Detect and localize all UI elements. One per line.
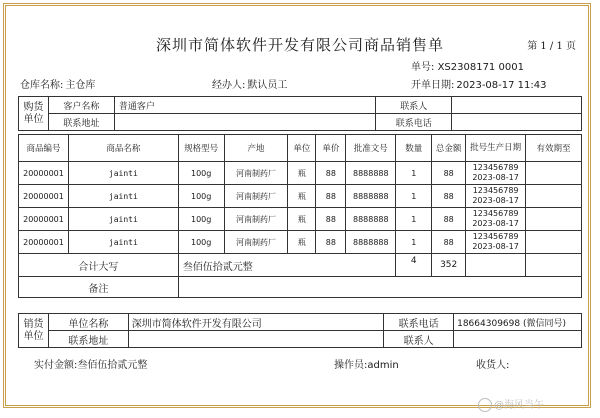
customer-name-value: 普通客户 — [114, 97, 376, 114]
order-number-value: XS2308171 0001 — [437, 62, 524, 73]
remark-value — [178, 277, 581, 298]
seller-address-label: 联系地址 — [48, 331, 128, 348]
warehouse-label: 仓库名称: — [20, 80, 64, 91]
document-title: 深圳市简体软件开发有限公司商品销售单 — [155, 36, 444, 54]
cell-name: jainti — [68, 185, 178, 208]
cell-batch — [466, 231, 526, 254]
mfg-date: 2023-08-17 — [472, 219, 519, 228]
date-info — [411, 76, 547, 91]
cell-name: jainti — [68, 231, 178, 254]
cell-approval: 8888888 — [346, 208, 396, 231]
buyer-address-label: 联系地址 — [48, 114, 114, 131]
cell-price: 88 — [316, 231, 346, 254]
order-number — [411, 58, 524, 73]
cell-origin: 河南制药厂 — [224, 162, 288, 185]
items-table — [18, 134, 582, 298]
handler-label: 经办人: — [212, 80, 246, 91]
batch-number: 123456789 — [472, 232, 519, 241]
seller-table — [18, 313, 582, 348]
paid-amount — [34, 356, 147, 371]
col-header-batch: 批号生产日期 — [466, 135, 526, 162]
cell-code: 20000001 — [19, 231, 69, 254]
watermark — [478, 396, 544, 412]
cell-expiry — [526, 185, 582, 208]
cell-spec: 100g — [178, 162, 224, 185]
buyer-phone-value — [452, 114, 582, 131]
cell-amount: 88 — [432, 231, 466, 254]
cell-spec: 100g — [178, 185, 224, 208]
cell-price: 88 — [316, 208, 346, 231]
total-row — [19, 254, 582, 277]
mfg-date: 2023-08-17 — [472, 173, 519, 182]
handler-info — [212, 76, 287, 91]
cell-batch — [466, 208, 526, 231]
seller-contact-label: 联系人 — [384, 331, 454, 348]
remark-row — [19, 277, 582, 298]
cell-unit: 瓶 — [288, 231, 316, 254]
warehouse-info — [20, 76, 95, 91]
seller-unit-label: 单位名称 — [48, 314, 128, 331]
cell-unit: 瓶 — [288, 185, 316, 208]
cell-expiry — [526, 231, 582, 254]
remark-label: 备注 — [19, 277, 179, 298]
seller-address-value — [128, 331, 383, 348]
cell-qty: 1 — [396, 185, 432, 208]
warehouse-value: 主仓库 — [65, 80, 96, 91]
cell-approval: 8888888 — [346, 185, 396, 208]
table-row — [19, 162, 582, 185]
buyer-address-value — [114, 114, 376, 131]
cell-qty: 1 — [396, 231, 432, 254]
batch-number: 123456789 — [472, 186, 519, 195]
table-row — [19, 185, 582, 208]
seller-phone-value: 18664309698 (微信同号) — [454, 314, 582, 331]
total-empty-2 — [526, 254, 582, 277]
seller-section-label: 销货单位 — [19, 314, 49, 348]
seller-phone-label: 联系电话 — [384, 314, 454, 331]
cell-spec: 100g — [178, 231, 224, 254]
cell-batch — [466, 185, 526, 208]
cell-amount: 88 — [432, 162, 466, 185]
cell-approval: 8888888 — [346, 162, 396, 185]
buyer-phone-label: 联系电话 — [376, 114, 452, 131]
cell-unit: 瓶 — [288, 162, 316, 185]
col-header-code: 商品编号 — [19, 135, 69, 162]
seller-unit-value: 深圳市简体软件开发有限公司 — [128, 314, 383, 331]
col-header-approval: 批准文号 — [346, 135, 396, 162]
seller-contact-value — [454, 331, 582, 348]
table-row — [19, 208, 582, 231]
cell-price: 88 — [316, 185, 346, 208]
cell-expiry — [526, 162, 582, 185]
cell-code: 20000001 — [19, 185, 69, 208]
order-number-label: 单号: — [411, 62, 435, 73]
page-number: 第 1 / 1 页 — [527, 41, 576, 52]
cell-amount: 88 — [432, 208, 466, 231]
col-header-expiry: 有效期至 — [526, 135, 582, 162]
operator-label: 操作员: — [334, 360, 368, 371]
cell-qty: 1 — [396, 208, 432, 231]
buyer-table — [18, 96, 582, 131]
col-header-origin: 产地 — [224, 135, 288, 162]
total-in-words: 叁佰伍拾贰元整 — [178, 254, 396, 277]
items-header-row — [19, 135, 582, 162]
paid-label: 实付金额: — [34, 360, 78, 371]
cell-qty: 1 — [396, 162, 432, 185]
col-header-price: 单价 — [316, 135, 346, 162]
cell-name: jainti — [68, 162, 178, 185]
cell-batch — [466, 162, 526, 185]
total-amount: 352 — [432, 254, 466, 277]
cell-price: 88 — [316, 162, 346, 185]
mfg-date: 2023-08-17 — [472, 196, 519, 205]
cell-origin: 河南制药厂 — [224, 208, 288, 231]
operator-value: admin — [367, 360, 399, 371]
total-empty-1 — [466, 254, 526, 277]
col-header-spec: 规格型号 — [178, 135, 224, 162]
col-header-unit: 单位 — [288, 135, 316, 162]
batch-number: 123456789 — [472, 163, 519, 172]
table-row — [19, 231, 582, 254]
cell-unit: 瓶 — [288, 208, 316, 231]
cell-name: jainti — [68, 208, 178, 231]
mfg-date: 2023-08-17 — [472, 242, 519, 251]
receiver-info — [476, 356, 509, 371]
operator-info — [334, 356, 399, 371]
cell-amount: 88 — [432, 185, 466, 208]
cell-expiry — [526, 208, 582, 231]
col-header-amount: 总金额 — [432, 135, 466, 162]
watermark-text: @海风当午 — [494, 400, 544, 411]
buyer-contact-value — [452, 97, 582, 114]
handler-value: 默认员工 — [247, 80, 288, 91]
buyer-contact-label: 联系人 — [376, 97, 452, 114]
date-label: 开单日期: — [411, 80, 455, 91]
batch-number: 123456789 — [472, 209, 519, 218]
date-value: 2023-08-17 11:43 — [456, 80, 547, 91]
col-header-name: 商品名称 — [68, 135, 178, 162]
cell-origin: 河南制药厂 — [224, 185, 288, 208]
watermark-logo-icon — [478, 398, 492, 412]
total-qty: 4 — [396, 254, 432, 277]
paid-value: 叁佰伍拾贰元整 — [77, 360, 148, 371]
cell-origin: 河南制药厂 — [224, 231, 288, 254]
receiver-label: 收货人: — [476, 360, 510, 371]
cell-spec: 100g — [178, 208, 224, 231]
customer-name-label: 客户名称 — [48, 97, 114, 114]
buyer-section-label: 购货单位 — [19, 97, 49, 131]
cell-code: 20000001 — [19, 208, 69, 231]
cell-approval: 8888888 — [346, 231, 396, 254]
total-label: 合计大写 — [19, 254, 179, 277]
cell-code: 20000001 — [19, 162, 69, 185]
col-header-qty: 数量 — [396, 135, 432, 162]
